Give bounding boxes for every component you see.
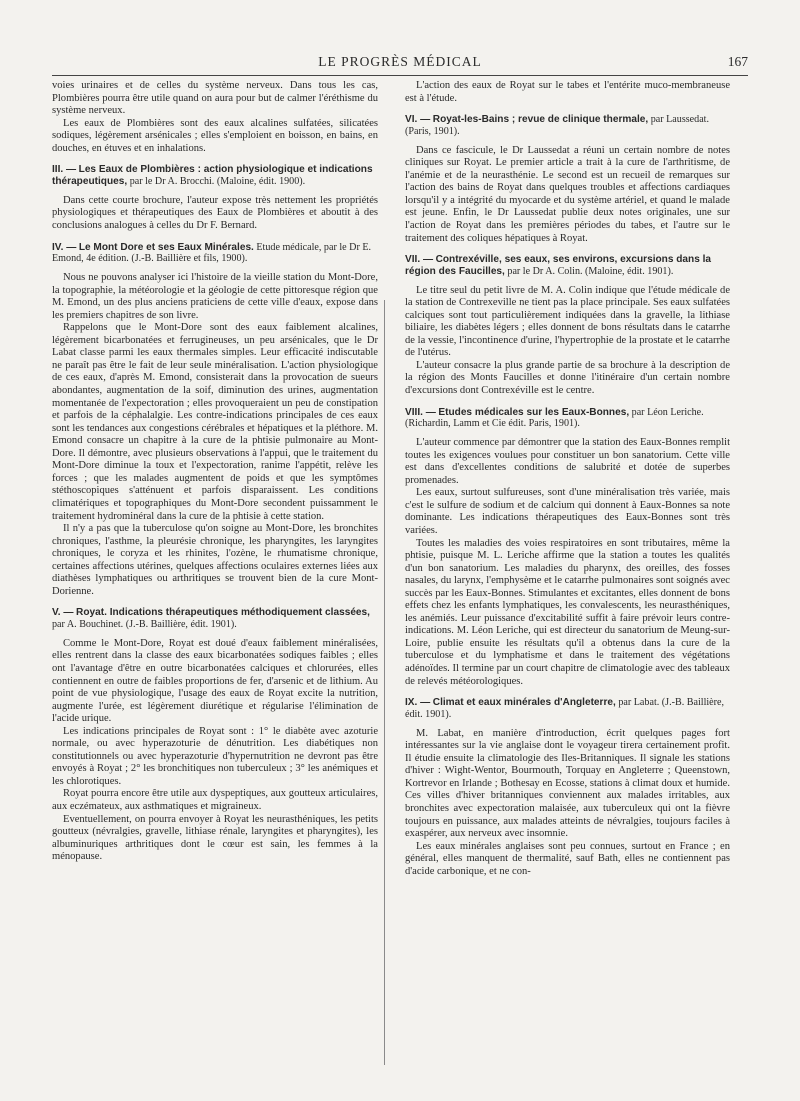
right-column <box>405 80 730 878</box>
paragraph: Dans cette courte brochure, l'auteur expose très nettement les propriétés physiologiques et thérapeutiques des Eaux de Plombières et aboutit à des conclusions analogues à celles du Dr F. Bernard. <box>52 194 378 231</box>
paragraph: Le titre seul du petit livre de M. A. Colin indique que l'étude médicale de la station de Contrexeville ne tient pas la place principale. Ses eaux sulfatées calciques sont tout particulièrement indiquées dans la gravelle, la lithiase biliaire, les diabètes légers ; elles donnent de bons résultats dans le catarrhe de la vessie, l'incontinence d'urine, l'hypertrophie de la prostate et le catarrhe de l'utérus. <box>405 284 730 359</box>
left-column <box>52 80 378 864</box>
paragraph: Eventuellement, on pourra envoyer à Royat les neurasthéniques, les petits goutteux (névralgies, gravelle, lithiase rénale, laryngites et pharyngites), les albuminuriques arthritiques dont le cœur est sain, les femmes à la ménopause. <box>52 813 378 863</box>
section-heading-iv <box>52 242 378 266</box>
section-citation: par Labat. (J.-B. Baillière, édit. 1901). <box>405 697 725 720</box>
section-title: Le Mont Dore et ses Eaux Minérales. <box>78 241 254 253</box>
section-number: III. — <box>52 164 77 176</box>
section-title: Etudes médicales sur les Eaux-Bonnes, <box>438 406 630 418</box>
section-heading-iii <box>52 164 378 188</box>
paragraph: Les indications principales de Royat sont : 1° le diabète avec azoturie normale, ou avec hyperazoturie de dénutrition. Les diabétiques non constitutionnels ou avec hyperazoturie d'hypernutrition ne devront pas être envoyés à Royat ; 2° les bronchitiques non tuberculeux ; 3° les anémiques et les chlorotiques. <box>52 725 378 787</box>
section-heading-v <box>52 607 378 631</box>
paragraph: Toutes les maladies des voies respiratoires en sont tributaires, même la phtisie, puisque M. L. Leriche affirme que la station a toutes les qualités d'un bon sanatorium. Les maladies du pharynx, des oreilles, des fosses nasales, du larynx, l'emphysème et le catarrhe pulmonaires sont soignés avec succès par les Eaux-Bonnes. Stimulantes et excitantes, elles donnent de bons effets chez les enfants lymphatiques, les convalescents, les neurasthéniques, les anémiés. Leur puissance d'excitabilité suffit à faire prévoir leurs contre-indications. M. Léon Leriche, qui est directeur du sanatorium de Meung-sur-Loire, publie ensuite les résultats qu'il a obtenus dans la cure de la tuberculose et du lymphatisme et dans le traitement des végétations adénoïdes. Il termine par un court chapitre de climatologie avec des tableaux de relevés météorologiques. <box>405 537 730 687</box>
paragraph: Les eaux, surtout sulfureuses, sont d'une minéralisation très variée, mais c'est le sulfure de sodium et de calcium qui donnent à Eaux-Bonnes sa note dominante. Les indications thérapeutiques des Eaux-Bonnes sont très variées. <box>405 487 730 536</box>
page-number: 167 <box>727 54 748 69</box>
section-number: IX. — <box>405 697 431 709</box>
section-title: Climat et eaux minérales d'Angleterre, <box>432 697 616 709</box>
paragraph: Les eaux minérales anglaises sont peu connues, surtout en France ; en général, elles manquent de thermalité, sauf Bath, elles ne contiennent pas d'acide carbonique, et ne con- <box>405 840 730 877</box>
section-title: Royat-les-Bains ; revue de clinique thermale, <box>432 114 649 126</box>
paragraph: Dans ce fascicule, le Dr Laussedat a réuni un certain nombre de notes cliniques sur Royat. Le premier article a trait à la cure de l'arthritisme, de l'anémie et de la neurasthénie. Le second est un recueil de remarques sur l'action des bains de Royat dans quelques troubles et affections cardiaques lorsqu'il y a intégrité du myocarde et du système artériel, et quand le malade est jeune. Enfin, le Dr Laussedat publie deux notes originales, une sur l'action de Royat dans les premières périodes du tabes, et l'autre sur le traitement des coliques hépatiques à Royat. <box>405 144 730 244</box>
paragraph: L'action des eaux de Royat sur le tabes et l'entérite muco-membraneuse est à l'étude. <box>405 80 730 104</box>
section-number: VII. — <box>405 254 434 266</box>
paragraph: L'auteur commence par démontrer que la station des Eaux-Bonnes remplit toutes les exigences voulues pour constituer un bon sanatorium. Cette ville est dans d'excellentes conditions de salubrité et dotée de superbes promenades. <box>405 437 730 486</box>
section-number: VI. — <box>405 114 431 126</box>
section-title: Les Eaux de Plombières : action physiologique et indications thérapeutiques, <box>52 164 373 188</box>
section-citation: par le Dr A. Brocchi. (Maloine, édit. 1900). <box>129 176 306 188</box>
section-number: V. — <box>52 607 74 619</box>
section-citation: par le Dr A. Colin. (Maloine, édit. 1901). <box>507 265 674 277</box>
section-citation: par A. Bouchinet. (J.-B. Baillière, édit. 1901). <box>52 619 237 631</box>
running-title: LE PROGRÈS MÉDICAL <box>318 54 482 69</box>
paragraph: Comme le Mont-Dore, Royat est doué d'eaux faiblement minéralisées, elles rentrent dans la classe des eaux bicarbonatées sodiques faibles ; elles ont l'avantage d'être en outre bicarbonatées calciques et chlorurées, elles contiennent en outre de faibles proportions de fer, d'arsenic et de lithium. Au point de vue physiologique, l'usage des eaux de Royat excite la nutrition, augmente l'urée, est légèrement diurétique et régularise l'élimination de l'acide urique. <box>52 637 378 725</box>
section-title: Contrexéville, ses eaux, ses environs, excursions dans la région des Faucilles, <box>405 254 712 277</box>
paragraph: Les eaux de Plombières sont des eaux alcalines sulfatées, silicatées sodiques, légèrement arsénicales ; elles s'emploient en boisson, en bains, en douches, en étuves et en inhalations. <box>52 117 378 154</box>
section-number: VIII. — <box>405 406 436 418</box>
section-title: Royat. Indications thérapeutiques méthodiquement classées, <box>76 607 370 619</box>
column-divider <box>384 300 385 1065</box>
section-citation: par Laussedat. (Paris, 1901). <box>405 114 710 137</box>
paragraph: Rappelons que le Mont-Dore sont des eaux faiblement alcalines, légèrement bicarbonatées et ferrugineuses, un peu arsénicales, que le Dr Labat classe parmi les eaux thermales simples. Leur efficacité indiscutable ne paraît pas être le fait de leur seule minéralisation. L'action physiologique de ces eaux, d'après M. Emond, consisterait dans la provocation de sueurs abondantes, augmentation de la soif, diminution des urines, augmentation momentanée de l'expectoration ; elles provoqueraient un peu de constipation et parfois de la céphalalgie. Les contre-indications principales de ces eaux sont les tendances aux congestions cérébrales et hépatiques et la pléthore. M. Emond consacre un chapitre à la cure de la phtisie pulmonaire au Mont-Dore. Il démontre, avec plusieurs observations à l'appui, que le traitement du Mont-Dore diminue la toux et l'expectoration, ranime l'appétit, relève les forces ; que les malades augmentent de poids et que les symptômes stéthoscopiques s'atténuent et parfois disparaissent. Les conditions climatériques et topographiques du Mont-Dore secondent puissamment le traitement hydrominéral dans la cure de la phtisie à cette station. <box>52 322 378 522</box>
paragraph: M. Labat, en manière d'introduction, écrit quelques pages fort intéressantes sur la vie anglaise dont le voyageur tirera certainement profit. Il étudie ensuite la climatologie des Iles-Britanniques. Il signale les stations d'hiver : Wight-Wentor, Bourmouth, Torquay en Angleterre ; Queenstown, Kortrevor en Irlande ; Bothesay en Ecosse, stations à climat doux et humide. Ces villes d'hiver britanniques conviennent aux malades irritables, aux bronchites avec expectoration malaisée, aux tuberculeux qui ont la fièvre toujours en puissance, aux malades atteints de névralgies, toujours faciles à exaspérer, aux nerveux avec insomnie. <box>405 727 730 840</box>
section-citation: par Léon Leriche. (Richardin, Lamm et Cie édit. Paris, 1901). <box>405 406 704 430</box>
header-rule <box>52 75 748 76</box>
section-number: IV. — <box>52 241 77 253</box>
section-heading-vi <box>405 114 730 138</box>
section-heading-vii <box>405 254 730 278</box>
paragraph: L'auteur consacre la plus grande partie de sa brochure à la description de la région des Monts Faucilles et donne l'itinéraire d'un certain nombre d'excursions dont Contrexéville est le centre. <box>405 359 730 397</box>
section-heading-viii <box>405 407 730 431</box>
running-head <box>52 54 748 74</box>
paragraph: voies urinaires et de celles du système nerveux. Dans tous les cas, Plombières pourra être utile quand on aura pour but de calmer l'éréthisme du système nerveux. <box>52 80 378 117</box>
paragraph: Royat pourra encore être utile aux dyspeptiques, aux goutteux articulaires, aux eczémateux, aux asthmatiques et migraineux. <box>52 788 378 813</box>
paragraph: Il n'y a pas que la tuberculose qu'on soigne au Mont-Dore, les bronchites chroniques, l'asthme, la pleurésie chronique, les pharyngites, les laryngites chroniques, le coryza et les rhinites, l'ozène, le rhumatisme chronique, certaines affections utérines, quelques affections oculaires externes liées aux diathèses lymphatiques ou arthritiques se trouvent bien de la cure Mont-Dorienne. <box>52 523 378 597</box>
section-citation: Etude médicale, par le Dr E. Emond, 4e édition. (J.-B. Baillière et fils, 1900). <box>52 241 372 265</box>
section-heading-ix <box>405 697 730 721</box>
paragraph: Nous ne pouvons analyser ici l'histoire de la vieille station du Mont-Dore, la topographie, la météorologie et la géologie de cette pittoresque région que M. Emond, un des plus anciens praticiens de cette ville d'eaux, expose dans les premiers chapitres de son livre. <box>52 272 378 321</box>
